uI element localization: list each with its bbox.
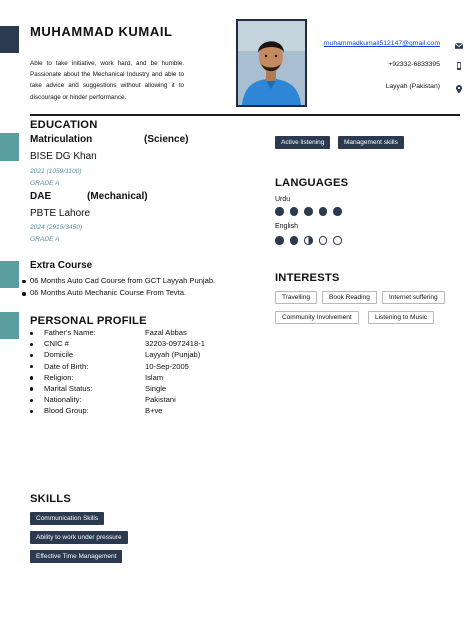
profile-value: Fazal Abbas	[145, 328, 187, 337]
profile-label: Religion:	[44, 372, 74, 382]
person-photo-icon	[238, 21, 305, 105]
education-institute: PBTE Lahore	[30, 208, 91, 219]
rating-dot-filled	[319, 207, 328, 216]
education-degree: DAE	[30, 191, 52, 202]
profile-value: Pakistani	[145, 395, 176, 405]
language-rating-english	[275, 236, 342, 245]
profile-value: B+ve	[145, 406, 163, 416]
profile-photo	[236, 19, 307, 107]
education-heading: EDUCATION	[30, 119, 98, 131]
profile-label: Marital Status:	[44, 383, 93, 393]
profile-label: Father's Name:	[44, 328, 96, 337]
extra-course-heading: Extra Course	[30, 260, 93, 271]
phone-icon	[454, 61, 464, 71]
interest-tag: Book Reading	[322, 291, 377, 304]
education-grade: GRADE A	[30, 236, 60, 243]
profile-value: Single	[145, 383, 167, 393]
personal-profile-heading: PERSONAL PROFILE	[30, 315, 147, 327]
education-field: (Mechanical)	[87, 191, 148, 202]
header-accent-bar	[0, 26, 19, 53]
profile-accent-bar	[0, 312, 19, 339]
skills-heading: SKILLS	[30, 493, 71, 505]
skill-tag: Active listening	[275, 136, 330, 149]
profile-value: 10-Sep-2005	[145, 361, 189, 371]
interests-heading: INTERESTS	[275, 272, 340, 284]
rating-dot-empty	[333, 236, 342, 245]
candidate-name: MUHAMMAD KUMAIL	[30, 24, 173, 39]
education-field: (Science)	[144, 134, 189, 145]
rating-dot-filled	[290, 236, 299, 245]
mail-icon	[454, 41, 464, 51]
header-divider	[30, 114, 460, 116]
languages-heading: LANGUAGES	[275, 177, 349, 189]
education-accent-bar	[0, 133, 19, 161]
profile-value: Islam	[145, 372, 164, 382]
list-item: 06 Months Auto Mechanic Course From Tevta.	[22, 287, 215, 299]
profile-value: Layyah (Punjab)	[145, 350, 201, 360]
rating-dot-filled	[333, 207, 342, 216]
profile-label: Date of Birth:	[44, 361, 89, 371]
interest-tag: Community Involvement	[275, 311, 359, 324]
education-grade: GRADE A	[30, 180, 60, 187]
rating-dot-filled	[304, 207, 313, 216]
education-institute: BISE DG Khan	[30, 151, 97, 162]
extra-course-accent-bar	[0, 261, 19, 288]
summary-text: Able to take initiative, work hard, and be humble. Passionate about the Mechanical Industry and able to take advice and suggestions without allowing it to discourage or hinder performance.	[30, 60, 184, 101]
rating-dot-half	[304, 236, 313, 245]
skill-tag: Management skills	[338, 136, 404, 149]
skill-tag: Ability to work under pressure	[30, 531, 128, 544]
profile-label: Nationality:	[44, 395, 82, 405]
interest-tag: Travelling	[275, 291, 317, 304]
location-text: Layyah (Pakistan)	[385, 83, 440, 90]
rating-dot-empty	[319, 236, 328, 245]
location-pin-icon	[454, 84, 464, 94]
rating-dot-filled	[275, 236, 284, 245]
interest-tag: Internet suffering	[382, 291, 445, 304]
language-rating-urdu	[275, 207, 342, 216]
rating-dot-filled	[275, 207, 284, 216]
education-year: 2024 (2915/3450)	[30, 224, 83, 231]
rating-dot-filled	[290, 207, 299, 216]
list-item: 06 Months Auto Cad Course from GCT Layyah Punjab.	[22, 275, 215, 287]
education-degree: Matriculation	[30, 134, 93, 145]
education-year: 2021 (1059/1100)	[30, 168, 82, 175]
skill-tag: Effective Time Management	[30, 550, 122, 563]
profile-value: 32203-0972418-1	[145, 339, 205, 349]
skill-tag: Communication Skills	[30, 512, 104, 525]
profile-label: Blood Group:	[44, 406, 89, 416]
language-name: English	[275, 223, 298, 230]
interest-tag: Listening to Music	[368, 311, 434, 324]
profile-label: CNIC #	[44, 339, 69, 349]
extra-course-list	[22, 275, 215, 300]
language-name: Urdu	[275, 196, 291, 203]
phone-number: +92332-6833395	[388, 61, 440, 68]
profile-label: Domicile	[44, 350, 74, 360]
email-link[interactable]: muhammadkumail512147@gmail.com	[323, 40, 440, 47]
